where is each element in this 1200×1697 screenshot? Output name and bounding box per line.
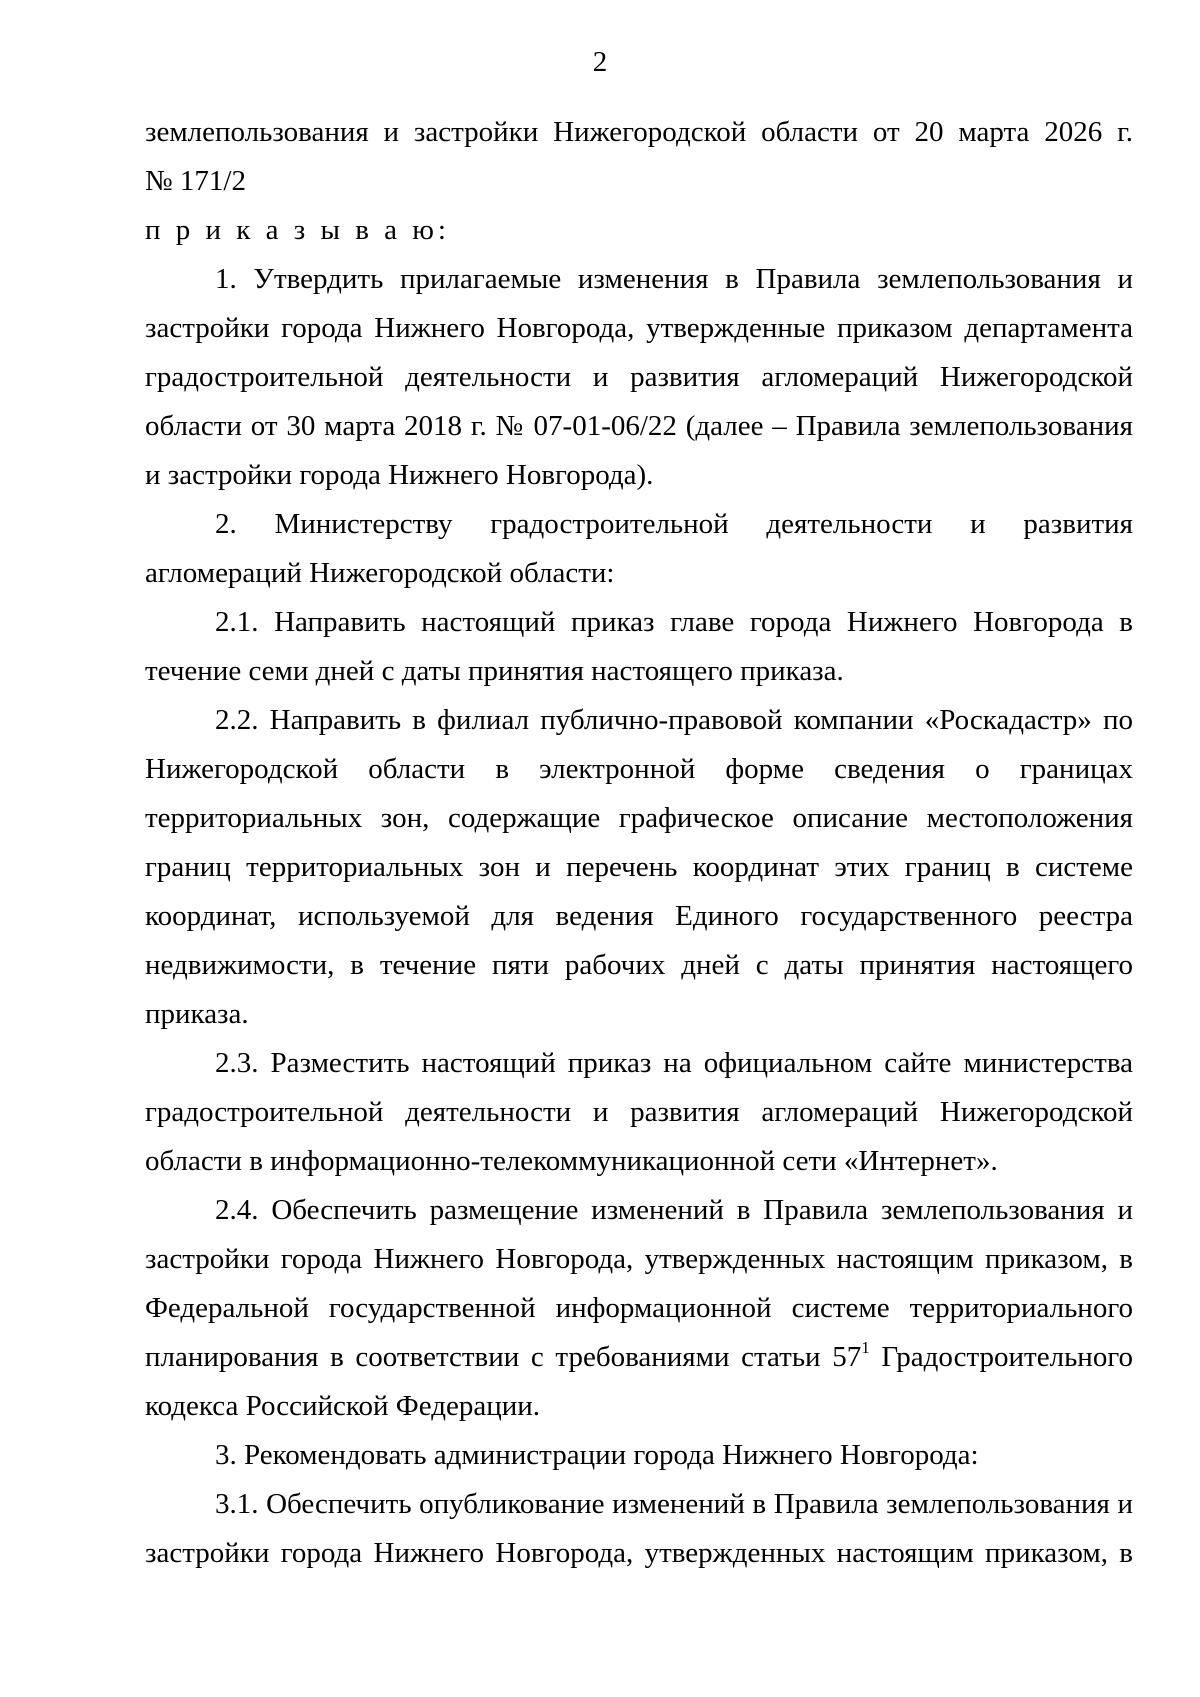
paragraph-order-number: № 171/2 <box>145 165 246 197</box>
page-number: 2 <box>592 46 608 78</box>
paragraph-item-3: 3. Рекомендовать администрации города Нижнего Новгорода: <box>215 1439 979 1471</box>
paragraph-item-2-1: 2.1. Направить настоящий приказ главе города Нижнего Новгорода в течение семи дней с даты принятия настоящего приказа. <box>145 606 1133 687</box>
order-word: п р и к а з ы в а ю: <box>145 214 450 246</box>
paragraph-item-2-4-text: 2.4. Обеспечить размещение изменений в Правила землепользования и застройки города Нижнего Новгорода, утвержденных настоящим приказом, в Федеральной государственной информационной системе территориального планирования в соответствии с требованиями статьи 57 <box>145 1194 1133 1373</box>
paragraph-item-2-3: 2.3. Разместить настоящий приказ на официальном сайте министерства градостроительной деятельности и развития агломераций Нижегородской области в информационно-телекоммуникационной сети «Интернет». <box>145 1047 1133 1177</box>
paragraph-continuation: землепользования и застройки Нижегородской области от 20 марта 2026 г. <box>145 116 1133 148</box>
document-body <box>145 108 1133 1578</box>
paragraph-item-1: 1. Утвердить прилагаемые изменения в Правила землепользования и застройки города Нижнего Новгорода, утвержденные приказом департамента градостроительной деятельности и развития агломераций Нижегородской области от 30 марта 2018 г. № 07-01-06/22 (далее – Правила землепользования и застройки города Нижнего Новгорода). <box>145 263 1133 491</box>
paragraph-item-2-4-tail: Градостроительного кодекса Российской Федерации. <box>145 1341 1133 1422</box>
paragraph-item-3-1: 3.1. Обеспечить опубликование изменений в Правила землепользования и застройки города Нижнего Новгорода, утвержденных настоящим приказом, в <box>145 1488 1133 1569</box>
paragraph-item-2-4 <box>145 1186 1133 1431</box>
article-superscript: 1 <box>861 1338 870 1358</box>
paragraph-item-2-2: 2.2. Направить в филиал публично-правовой компании «Роскадастр» по Нижегородской области в электронной форме сведения о границах территориальных зон, содержащие графическое описание местоположения границ территориальных зон и перечень координат этих границ в системе координат, используемой для ведения Единого государственного реестра недвижимости, в течение пяти рабочих дней с даты принятия настоящего приказа. <box>145 704 1133 1030</box>
paragraph-item-2: 2. Министерству градостроительной деятельности и развития агломераций Нижегородской области: <box>145 508 1133 589</box>
